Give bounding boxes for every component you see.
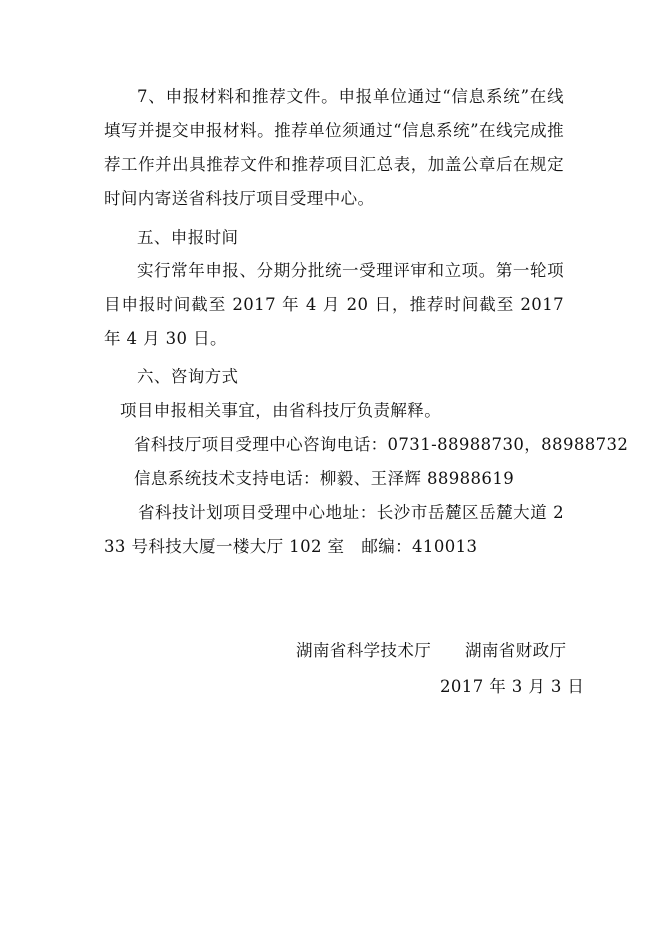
consult-phone-line: 省科技厅项目受理中心咨询电话：0731-88988730，88988732 bbox=[134, 435, 629, 454]
section-7-paragraph: 7、申报材料和推荐文件。申报单位通过“信息系统”在线填写并提交申报材料。推荐单位须通过“信息系统”在线完成推荐工作并出具推荐文件和推荐项目汇总表，加盖公章后在规定时间内寄送省科技厅项目受理中心。 bbox=[104, 87, 564, 208]
consult-responsibility-line: 项目申报相关事宜，由省科技厅负责解释。 bbox=[120, 401, 442, 420]
tech-support-phone-line: 信息系统技术支持电话：柳毅、王泽辉 88988619 bbox=[134, 469, 515, 488]
section-5-paragraph: 实行常年申报、分期分批统一受理评审和立项。第一轮项目申报时间截至 2017 年 4 月 20 日，推荐时间截至 2017 年 4 月 30 日。 bbox=[104, 261, 564, 348]
signature-organizations: 湖南省科学技术厅 湖南省财政厅 bbox=[296, 641, 567, 660]
signature-date: 2017 年 3 月 3 日 bbox=[440, 677, 585, 696]
address-paragraph: 省科技计划项目受理中心地址：长沙市岳麓区岳麓大道 233 号科技大厦一楼大厅 102 室 邮编：410013 bbox=[104, 503, 564, 556]
section-6-heading: 六、咨询方式 bbox=[137, 367, 239, 386]
section-5-heading: 五、申报时间 bbox=[137, 228, 239, 247]
